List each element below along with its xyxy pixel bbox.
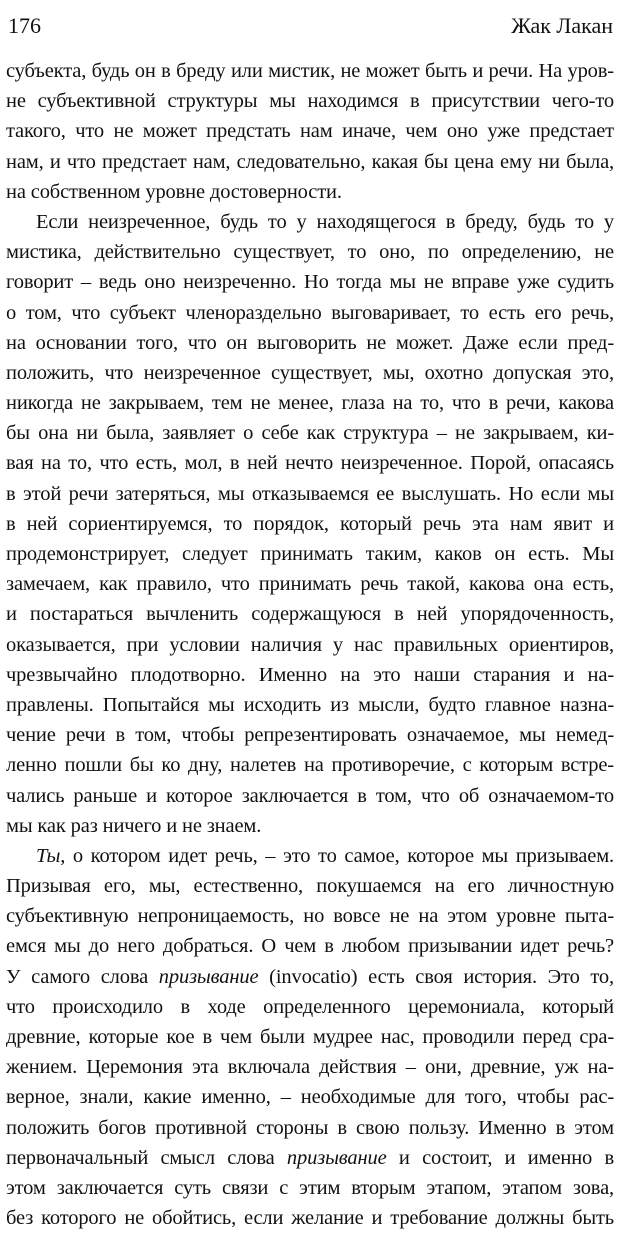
text-line: чались раньше и которое заключается в том, что об означаемом-то [6, 784, 614, 807]
page-number: 176 [8, 13, 41, 38]
text-line: такого, что не может предстать нам иначе, чем оно уже предстает [6, 120, 614, 143]
text-line: и постараться вычленить содержащуюся в ней упорядоченность, [6, 603, 614, 626]
text-line: без которого не обойтись, если желание и требование должны быть [6, 1207, 614, 1230]
text-line: ленно пошли бы ко дну, налетев на противоречие, с которым встре- [6, 754, 614, 777]
text-line: чрезвычайно плодотворно. Именно на это наши старания и на- [6, 663, 614, 686]
text-line: субъекта, будь он в бреду или мистик, не может быть и речи. На уров- [6, 60, 614, 82]
text-line: на основании того, что он выговорить не может. Даже если пред- [6, 331, 614, 354]
text-line: чение речи в том, чтобы репрезентировать означаемое, мы немед- [6, 724, 614, 747]
text-line: этом заключается суть связи с этим вторым этапом, этапом зова, [6, 1176, 614, 1199]
text-line: о том, что субъект членораздельно выговаривает, то есть его речь, [6, 301, 614, 324]
text-line: Ты, о котором идет речь, – это то самое, которое мы призываем. [36, 844, 614, 867]
text-line: емся мы до него добраться. О чем в любом призывании идет речь? [6, 935, 614, 958]
text-line: Если неизреченное, будь то у находящегося в бреду, будь то у [36, 210, 614, 233]
text-line: оказывается, при условии наличия у нас правильных ориентиров, [6, 633, 614, 656]
running-title: Жак Лакан [511, 13, 613, 38]
text-line: У самого слова призывание (invocatio) есть своя история. Это то, [6, 965, 615, 988]
text-line: древние, которые кое в чем были мудрее нас, проводили перед сра- [6, 1026, 614, 1048]
text-line: Призывая его, мы, естественно, покушаемся на его личностную [6, 875, 614, 898]
text-line: в ней сориентируемся, то порядок, который речь эта нам явит и [6, 512, 614, 535]
text-line: жением. Церемония эта включала действия – они, древние, уж на- [6, 1056, 614, 1079]
text-line: бы она ни была, заявляет о себе как структура – не закрываем, ки- [6, 422, 614, 445]
body-text [0, 56, 614, 1233]
text-line: верное, знали, какие именно, – необходимые для того, чтобы рас- [6, 1086, 614, 1109]
text-line: замечаем, как правило, что принимать речь такой, какова она есть, [6, 573, 614, 596]
text-line: говорит – ведь оно неизреченно. Но тогда мы не вправе уже судить [6, 271, 614, 294]
text-line: субъективную непроницаемость, но вовсе не на этом уровне пыта- [6, 905, 614, 928]
text-line: правлены. Попытайся мы исходить из мысли, будто главное назна- [6, 693, 614, 716]
text-line: нам, и что предстает нам, следовательно, какая бы цена ему ни была, [6, 150, 614, 173]
text-line: мистика, действительно существует, то оно, по определению, не [6, 241, 614, 264]
page-header [8, 12, 613, 42]
text-line: положить богов противной стороны в свою пользу. Именно в этом [6, 1116, 614, 1139]
text-line: положить, что неизреченное существует, мы, охотно допуская это, [6, 361, 614, 384]
text-line: в этой речи затеряться, мы отказываемся ее выслушать. Но если мы [6, 482, 614, 505]
text-line: на собственном уровне достоверности. [6, 180, 342, 203]
text-line: продемонстрирует, следует принимать таким, каков он есть. Мы [6, 543, 614, 565]
text-line: первоначальный смысл слова призывание и состоит, и именно в [6, 1146, 614, 1169]
text-line: никогда не закрываем, тем не менее, глаза на то, что в речи, какова [6, 392, 614, 415]
text-line: вая на то, что есть, мол, в ней нечто неизреченное. Порой, опасаясь [6, 452, 614, 475]
text-line: что происходило в ходе определенного церемониала, который [6, 995, 614, 1018]
text-line: не субъективной структуры мы находимся в присутствии чего-то [6, 90, 614, 113]
text-line: мы как раз ничего и не знаем. [6, 814, 262, 837]
